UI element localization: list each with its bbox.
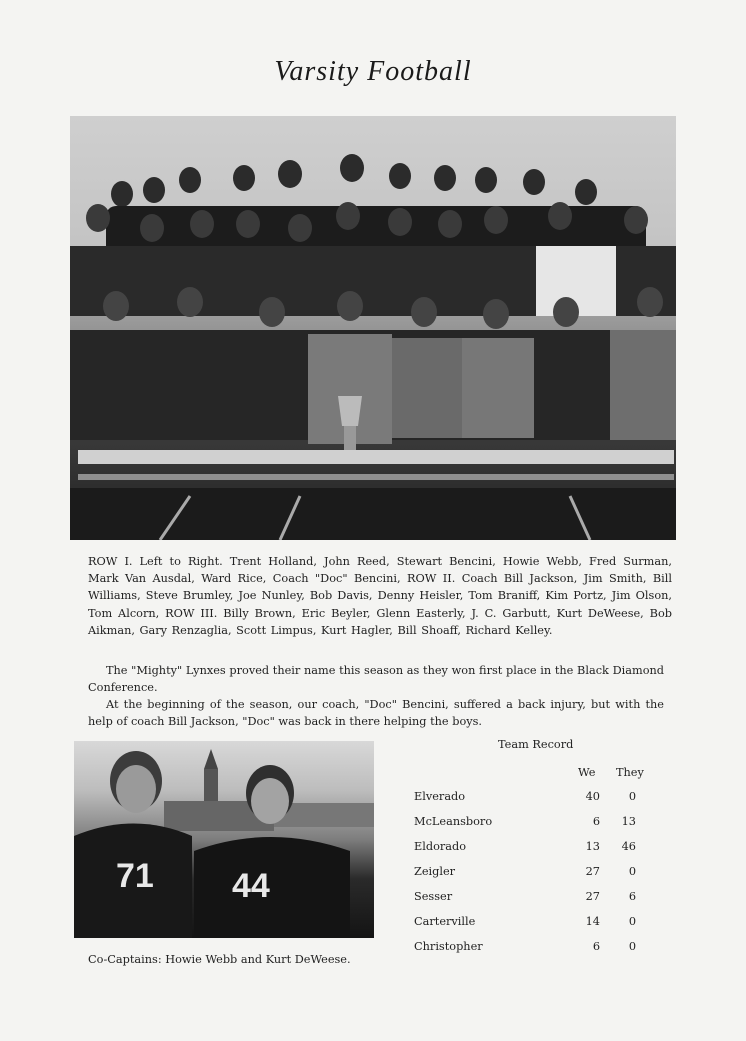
col-they-header: They bbox=[616, 766, 644, 779]
score-they: 0 bbox=[628, 915, 636, 928]
team-photo-illustration bbox=[70, 116, 676, 540]
team-group-photo bbox=[70, 116, 676, 540]
score-we: 13 bbox=[585, 840, 600, 853]
table-row bbox=[414, 865, 660, 890]
co-captains-illustration bbox=[74, 741, 374, 938]
team-record-header bbox=[410, 766, 660, 782]
jersey-number-right: 44 bbox=[232, 867, 270, 905]
opponent-name: McLeansboro bbox=[414, 815, 493, 828]
score-we: 6 bbox=[592, 815, 600, 828]
team-record-rows bbox=[414, 790, 660, 965]
score-we: 40 bbox=[585, 790, 600, 803]
page-title: Varsity Football bbox=[274, 56, 472, 87]
article-paragraph-2: At the beginning of the season, our coach, "Doc" Bencini, suffered a back injury, but with the help of coach Bill Jackson, "Doc" was back in there helping the boys. bbox=[88, 698, 664, 728]
opponent-name: Sesser bbox=[414, 890, 453, 903]
score-they: 13 bbox=[621, 815, 636, 828]
team-photo-caption: ROW I. Left to Right. Trent Holland, John Reed, Stewart Bencini, Howie Webb, Fred Surman, Mark Van Ausdal, Ward Rice, Coach "Doc" Bencini, ROW II. Coach Bill Jackson, Jim Smith, Bill Williams, Steve Brumley, Joe Nunley, Bob Davis, Denny Heisler, Tom Braniff, Kim Portz, Jim Olson, Tom Alcorn, ROW III. Billy Brown, Eric Beyler, Glenn Easterly, J. C. Garbutt, Kurt DeWeese, Bob Aikman, Gary Renzaglia, Scott Limpus, Kurt Hagler, Bill Shoaff, Richard Kelley. bbox=[88, 555, 672, 637]
score-they: 0 bbox=[628, 940, 636, 953]
opponent-name: Carterville bbox=[414, 915, 476, 928]
jersey-number-left: 71 bbox=[116, 857, 154, 895]
table-row bbox=[414, 790, 660, 815]
score-they: 0 bbox=[628, 790, 636, 803]
opponent-name: Elverado bbox=[414, 790, 466, 803]
opponent-name: Christopher bbox=[414, 940, 483, 953]
score-we: 27 bbox=[585, 865, 600, 878]
score-they: 46 bbox=[621, 840, 636, 853]
score-they: 6 bbox=[628, 890, 636, 903]
opponent-name: Eldorado bbox=[414, 840, 467, 853]
co-captains-photo bbox=[74, 741, 374, 938]
score-we: 6 bbox=[592, 940, 600, 953]
table-row bbox=[414, 890, 660, 915]
table-row bbox=[414, 815, 660, 840]
opponent-name: Zeigler bbox=[414, 865, 456, 878]
score-we: 14 bbox=[585, 915, 600, 928]
team-record-title: Team Record bbox=[498, 738, 574, 751]
score-they: 0 bbox=[628, 865, 636, 878]
co-captains-caption: Co-Captains: Howie Webb and Kurt DeWeese. bbox=[88, 953, 351, 966]
table-row bbox=[414, 940, 660, 965]
score-we: 27 bbox=[585, 890, 600, 903]
table-row bbox=[414, 840, 660, 865]
article-paragraph-1: The "Mighty" Lynxes proved their name this season as they won first place in the Black Diamond Conference. bbox=[88, 664, 664, 694]
table-row bbox=[414, 915, 660, 940]
col-we-header: We bbox=[578, 766, 596, 779]
